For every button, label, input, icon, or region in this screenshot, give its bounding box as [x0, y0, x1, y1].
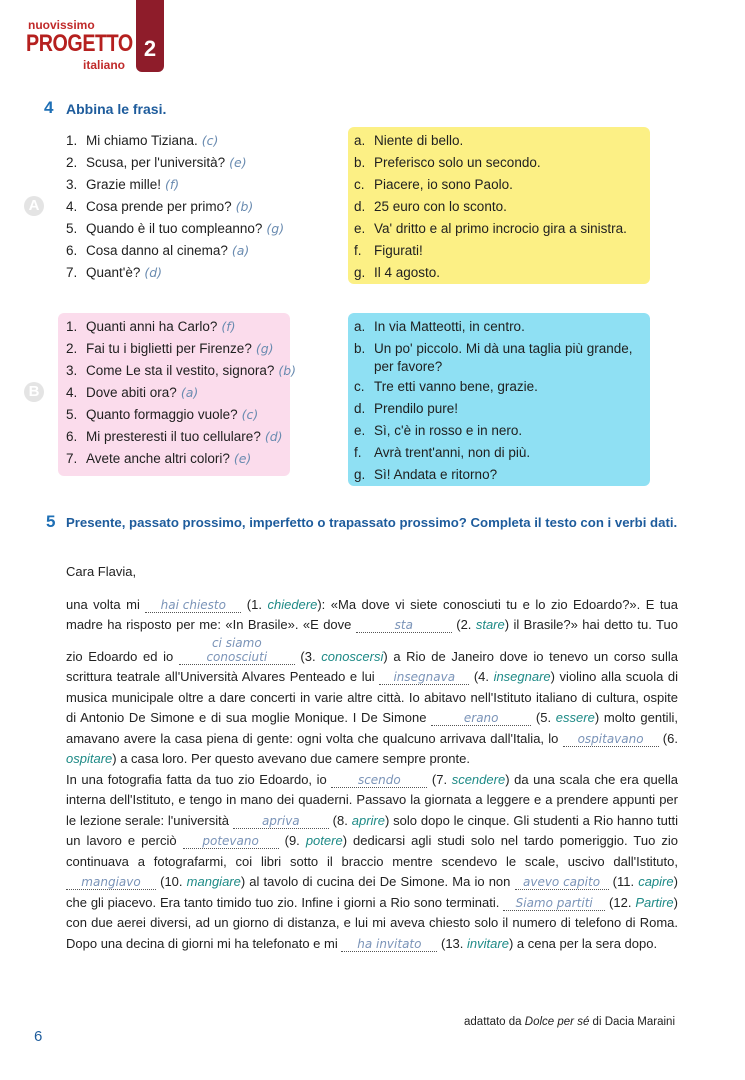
list-item: 3. Grazie mille! (f): [66, 177, 180, 192]
letter-text: [66, 562, 678, 954]
list-item: 7. Avete anche altri colori? (e): [66, 451, 252, 466]
letter-paragraph-1: una volta mi hai chiesto (1. chiedere): «Ma dove vi siete conosciuti tu e lo zio Edoardo?». E tua madre ha risposto per me: «In Brasile». «E dove sta (2. stare) il Brasile?» hai detto tu. Tuo zio Edoardo ed io ci siamo conosciuti (3. conoscersi) a Rio de Janeiro dove io tenevo un corso sulla scrittura teatrale all'Università Alvares Penteado e lui insegnava (4. insegnare) violino alla scuola di musica municipale oltre a dare concerti in varie altre città. Io abitavo nell'Istituto italiano di cultura, ospite di Antonio De Simone e di sua moglie Monique. I De Simone erano (5. essere) molto gentili, amavano avere la casa piena di gente: ogni volta che qualcuno arrivava dall'Italia, lo ospitavano (6. ospitare) a casa loro. Per questo avevano due camere sempre pronte.: [66, 596, 678, 766]
page-number: 6: [34, 1028, 43, 1045]
answer-letter: (b): [235, 199, 254, 214]
list-item: 6. Cosa danno al cinema? (a): [66, 243, 250, 258]
blank-5[interactable]: erano: [431, 711, 531, 726]
list-item: 5. Quanto formaggio vuole? (c): [66, 407, 259, 422]
answer-letter: (a): [180, 385, 199, 400]
blank-4[interactable]: insegnava: [379, 670, 469, 685]
list-item: c. Piacere, io sono Paolo.: [354, 177, 513, 192]
answer-letter: (c): [241, 407, 259, 422]
source-credit: adattato da Dolce per sé di Dacia Maraini: [464, 1016, 675, 1028]
answer-letter: (f): [221, 319, 236, 334]
answers-b-list: [354, 316, 644, 486]
list-item: g. Sì! Andata e ritorno?: [354, 467, 498, 482]
list-item: d. Prendilo pure!: [354, 401, 459, 416]
list-item: 1. Quanti anni ha Carlo? (f): [66, 319, 236, 334]
answer-letter: (b): [278, 363, 297, 378]
answer-letter: (a): [231, 243, 250, 258]
answer-letter: (d): [144, 265, 163, 280]
blank-13[interactable]: ha invitato: [341, 937, 437, 952]
blank-11[interactable]: avevo capito: [515, 875, 609, 890]
list-item: 2. Scusa, per l'università? (e): [66, 155, 247, 170]
logo-sub-text: italiano: [83, 58, 126, 72]
list-item: d. 25 euro con lo sconto.: [354, 199, 507, 214]
list-item: 6. Mi presteresti il tuo cellulare? (d): [66, 429, 283, 444]
list-item: 5. Quando è il tuo compleanno? (g): [66, 221, 285, 236]
list-item: 1. Mi chiamo Tiziana. (c): [66, 133, 219, 148]
answer-letter: (d): [264, 429, 283, 444]
answer-letter: (c): [201, 133, 219, 148]
blank-9[interactable]: potevano: [183, 834, 279, 849]
blank-1[interactable]: hai chiesto: [145, 598, 241, 613]
blank-3[interactable]: ci siamo conosciuti: [179, 636, 295, 665]
answer-letter: (e): [229, 155, 247, 170]
letter-greeting: Cara Flavia,: [66, 564, 137, 579]
answer-letter: (e): [233, 451, 252, 466]
list-item: g. Il 4 agosto.: [354, 265, 441, 280]
answer-letter: (f): [165, 177, 180, 192]
blank-10[interactable]: mangiavo: [66, 875, 156, 890]
source-title: Dolce per sé: [524, 1016, 590, 1028]
blank-2[interactable]: sta: [356, 618, 452, 633]
letter-paragraph-2: In una fotografia fatta da tuo zio Edoardo, io scendo (7. scendere) da una scala che era quella interna dell'Istituto, e tengo in mano dei quaderni. Passavo la giornata a leggere e a prendere appunti per le lezione serale: l'università apriva (8. aprire) solo dopo le cinque. Gli studenti a Rio hanno tutti un lavoro e perciò potevano (9. potere) dedicarsi agli studi solo nel tardo pomeriggio. Tuo zio continuava a fotografarmi, coi libri sotto il braccio mentre scendevo le scale, uscivo dall'Istituto, mangiavo (10. mangiare) al tavolo di cucina dei De Simone. Ma io non avevo capito (11. capire) che gli piacevo. Era tanto timido tuo zio. Infine i giorni a Rio sono terminati. Siamo partiti (12. Partire) con due aerei diversi, ad un giorno di distanza, e lui mi aveva chiesto solo il numero di telefono di Roma. Dopo una decina di giorni mi ha telefonato e mi ha invitato (13. invitare) a cena per la sera dopo.: [66, 771, 678, 951]
list-item: f. Avrà trent'anni, non di più.: [354, 445, 531, 460]
list-item: 4. Dove abiti ora? (a): [66, 385, 199, 400]
logo-top-text: nuovissimo: [28, 18, 95, 32]
list-item: b. Preferisco solo un secondo.: [354, 155, 541, 170]
logo-main-text: PROGETTO: [26, 30, 133, 57]
volume-tab: 2: [136, 0, 164, 72]
questions-a-list: [66, 130, 284, 284]
exercise-5-title: Presente, passato prossimo, imperfetto o trapassato prossimo? Completa il testo con i verbi dati.: [66, 515, 678, 530]
blank-6[interactable]: ospitavano: [563, 732, 659, 747]
list-item: 7. Quant'è? (d): [66, 265, 163, 280]
list-item: 3. Come Le sta il vestito, signora? (b): [66, 363, 297, 378]
blank-12[interactable]: Siamo partiti: [503, 896, 605, 911]
list-item: f. Figurati!: [354, 243, 423, 258]
answers-a-list: [354, 130, 627, 284]
list-item: 2. Fai tu i biglietti per Firenze? (g): [66, 341, 274, 356]
list-item: c. Tre etti vanno bene, grazie.: [354, 379, 538, 394]
blank-8[interactable]: apriva: [233, 814, 329, 829]
section-b-badge: B: [24, 382, 44, 402]
questions-b-list: [66, 316, 296, 470]
list-item: a. In via Matteotti, in centro.: [354, 319, 525, 334]
exercise-4-title: Abbina le frasi.: [66, 101, 167, 117]
list-item: b. Un po' piccolo. Mi dà una taglia più grande, per favore?: [354, 341, 633, 374]
list-item: e. Va' dritto e al primo incrocio gira a sinistra.: [354, 221, 627, 236]
list-item: 4. Cosa prende per primo? (b): [66, 199, 254, 214]
list-item: e. Sì, c'è in rosso e in nero.: [354, 423, 523, 438]
answer-letter: (g): [255, 341, 274, 356]
exercise-5-number: 5: [46, 512, 56, 531]
exercise-4-number: 4: [44, 98, 54, 117]
list-item: a. Niente di bello.: [354, 133, 464, 148]
section-a-badge: A: [24, 196, 44, 216]
blank-7[interactable]: scendo: [331, 773, 427, 788]
answer-letter: (g): [266, 221, 285, 236]
